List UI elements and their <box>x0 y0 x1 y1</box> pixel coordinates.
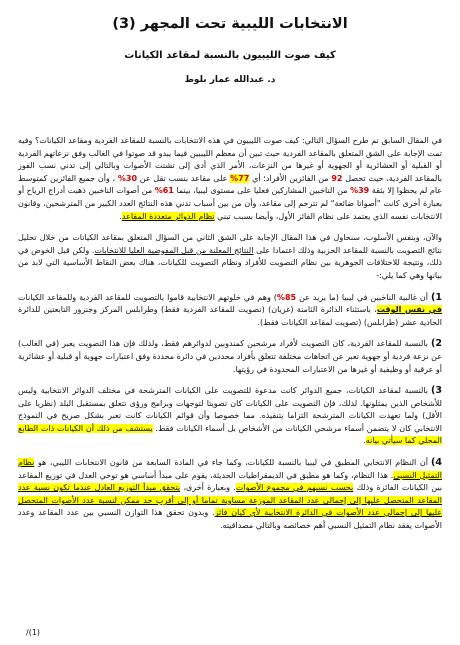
text: . <box>119 211 122 221</box>
text: . هذا النظام، وكما هو مطبق في الديمقراطيات الحديثة، يقوم على مبدأ أساسي هو توخي العدل في توزيع المقاعد بين الكيانات الفائزة وذلك <box>18 470 442 493</box>
article-subtitle: كيف صوت الليبيون بالنسبة لمقاعد الكيانات <box>124 50 336 61</box>
text: من الفائزين الأفراد؛ أي <box>252 173 329 183</box>
text: . وبدون تحقق هذا التوازن النسبي بين عدد المقاعد وعدد الأصوات يفقد نظام التمثيل النسبي أهم خصائصه وبالتالي مصداقيته. <box>18 508 442 531</box>
text: . وبعبارة أخرى، <box>183 483 236 493</box>
text: أن النظام الانتخابي المطبق في ليبيا بالنسبة للكيانات، وكما جاء في المادة السابعة من قانون الانتخابات الليبي، هو <box>37 458 429 468</box>
highlighted-phrase: في نفس الوقت <box>376 305 442 315</box>
text: والآن، وبنفس الأسلوب، سنحاول في هذا المقال الإجابة على الشق الثاني من السؤال المتعلق بمقاعد الكيانات من خلال تحليل نتائج التصويت بالنسبة للمقاعد الحزبية وذلك اعتمادا على <box>18 233 443 255</box>
list-item-1 <box>18 292 442 330</box>
text: ) وهم في خلوتهم الانتخابية قاموا بالتصويت للمقاعد الفردية وللمقاعد الكيانات <box>18 292 277 302</box>
paragraph-intro <box>18 135 442 223</box>
text: . <box>363 436 366 446</box>
page-number: /(1) <box>26 628 41 637</box>
item-number: 1) <box>431 291 442 303</box>
highlighted-sentence: يتحقق مبدأ التوزيع العادل عندما تكون نسبة عدد المقاعد المتحصل عليها إلى إجمالي عدد المقاعد الموزعة مساوية تماما أو إلى أقرب حد ممكن لنسبة عدد الأصوات المتحصل عليها إلى إجمالي عدد الأصوات في الدائرة الانتخابية لأي كيان فائز <box>18 483 442 518</box>
item-number: 4) <box>431 457 442 469</box>
text: ، وأن جميع الفائزين كمتوسط عام لم يحظوا إلا بثقة <box>18 173 443 196</box>
underlined-phrase: النتائج المعلنة من قبل المفوضية العليا للانتخابات <box>94 245 254 255</box>
text: في المقال السابق تم طرح السؤال التالي: كيف صوت الليبيون في هذه الانتخابات بالنسبة للمقاعد الفردية ومقاعد الكيانات؟ وفيه تمت الإجابة على الشق المتعلق بالمقاعد الفردية حيث تبين أن معظم الليبيين فيما يبدو قد صوتوا في الغالب وفق نزعاتهم الفردية أو القبلية أو العشائرية أو الجهوية أو غيرها من النزعات، الأمر الذي أدى إلى تشتت الأصوات وبالتالي إلى تدني نسب الفوز بالمقاعد الفردية، حيث تحصل <box>18 136 443 183</box>
list-item-2 <box>18 338 442 376</box>
paragraph-method <box>18 232 442 282</box>
highlight-percent: 30% <box>117 173 138 183</box>
highlight-percent: 61% <box>154 186 174 196</box>
text: من أصوات الناخبين ذهبت أدراج الرياح أو بعبارة أخرى كانت "أصواتا ضائعة" لم تترجم إلى مقاعد، وأن من بين أسباب تدني هذه النتائج العدد الكبير من المترشحين، وقانون الانتخابات نفسه الذي يعتمد على نظام الفائز الأول، وأيضا بسبب تبني <box>18 186 442 221</box>
text: على مقاعد بنسب تقل عن <box>139 173 228 183</box>
author-name: د. عبدالله عمار بلوط <box>184 75 276 85</box>
text: . ولكن قبل الخوض في ذلك، ونتيجة للاختلافات الجوهرية بين نظام التصويت للأفراد ونظام التصويت للكيانات، هناك بعض النقاط الأساسية التي لابد من بيانها وهي كما يلي:- <box>18 245 442 280</box>
text: بالنسبة للمقاعد الفردية، كان التصويت لأفراد مرشحين كمندوبين لدوائرهم فقط، ولذلك فإن هذا التصويت يعبر (في الغالب) عن نزعة فردية أو جهوية تعبر عن اتجاهات مختلفة تتعلق بأفراد محددين في دائرة محددة وفق اعتبارات جهوية أو قبلية أو عشائرية أو عرقية أو وظيفية أو غيرها من الاعتبارات المحدودة في رؤيتها. <box>18 339 442 374</box>
highlight-number: 92 <box>331 173 343 183</box>
article-title: الانتخابات الليبية تحت المجهر (3) <box>112 16 348 32</box>
highlight-percent: 77% <box>230 173 250 183</box>
text: بالنسبة لمقاعد الكيانات، جميع الدوائر كانت مدعوة للتصويت على الكيانات المترشحة في مختلف الدوائر الانتخابية وليس للأشخاص الذين يمثلونها. لذلك، فإن التصويت على الكيانات كان تصويتا لتوجهات وبرامج ورؤى تتعلق بمستقبل البلد (نظريا على الأقل) ولما تعهدت الكيانات المترشحة التزاما بتنفيذه. مما خصوصا وأن قوائم الكيانات كانت تعبر بشكل صريح في النموذج الانتخابي كان لا يتضمن أسماء مرشحي الكيانات من الأشخاص بل أسماء الكيانات فقط. <box>18 386 443 433</box>
text: ، باستثناء الدائرة الثامنة (غريان) (تصويت للمقاعد الفردية فقط) وطرابلس المركز وجنزور التابعتين للدائرة الحادية عشر (طرابلس) (تصويت لمقاعد الكيانات فقط). <box>18 305 442 327</box>
highlighted-phrase: نظام التمثيل النسبي <box>18 458 443 480</box>
highlight-percent: 85% <box>276 292 297 302</box>
list-item-3 <box>18 385 442 448</box>
highlighted-phrase: نظام الدوائر متعددة المقاعد <box>121 211 215 221</box>
item-number: 3) <box>431 385 442 397</box>
highlight-percent: 39% <box>350 186 370 196</box>
item-number: 2) <box>431 338 442 350</box>
highlighted-phrase: يستشف من ذلك أن الكيانات ذات الطابع المحلي كما سيأتي بيانه <box>18 423 442 446</box>
text: من الناخبين المشاركين فعليا على مستوى ليبيا، بينما <box>176 186 348 196</box>
text: أن غالبية الناخبين في ليبيا (ما يزيد عن <box>299 292 429 302</box>
highlighted-phrase: بحسب نسبهم في مجموع الأصوات <box>235 483 354 493</box>
list-item-4 <box>18 457 442 533</box>
